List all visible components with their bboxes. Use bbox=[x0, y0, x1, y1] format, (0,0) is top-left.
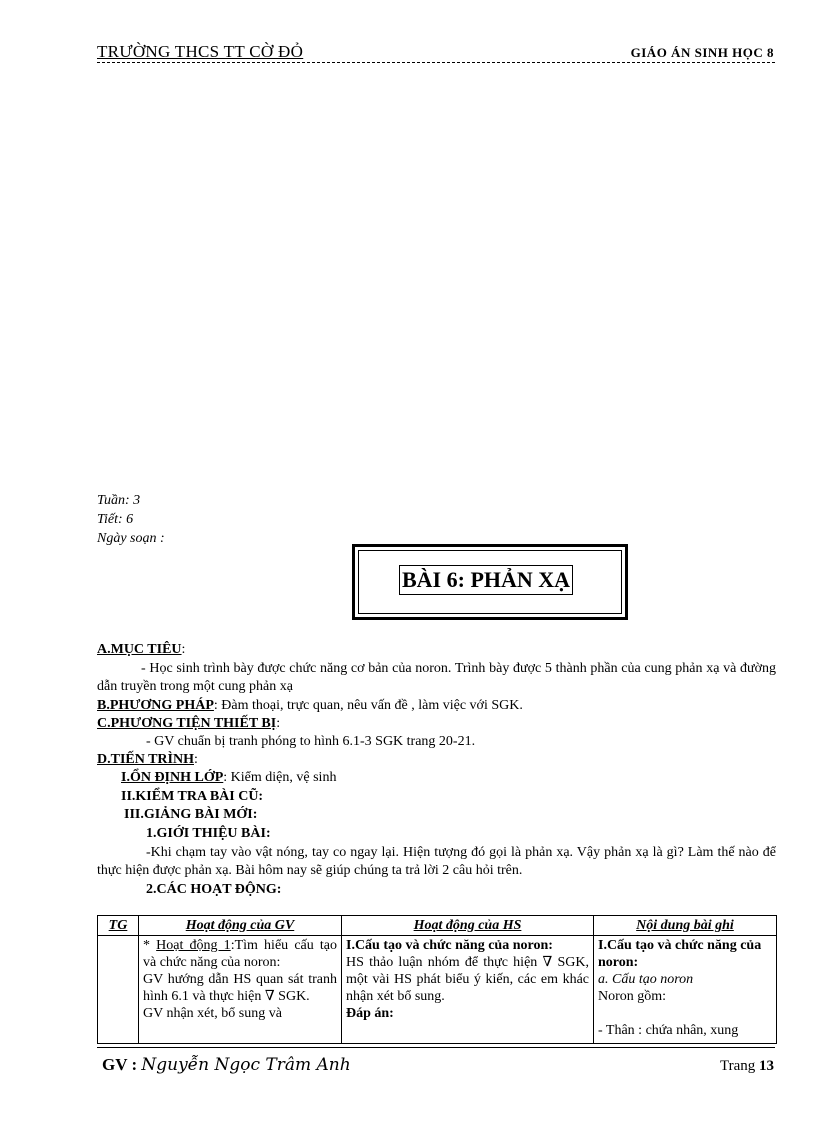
header-gv: Hoạt động của GV bbox=[139, 916, 342, 936]
section-d32-title: 2.CÁC HOẠT ĐỘNG: bbox=[146, 882, 282, 897]
hs-answer-label: Đáp án: bbox=[346, 1006, 394, 1021]
week-label: Tuần: 3 bbox=[97, 493, 141, 508]
footer-rule bbox=[97, 1047, 775, 1048]
hs-text: HS thảo luận nhóm để thực hiện ∇ SGK, một vài HS phát biểu ý kiến, các em khác nhận xét bổ sung. bbox=[346, 955, 589, 1004]
content-subtitle: a. Cấu tạo noron bbox=[598, 972, 694, 987]
content-title: I.Cấu tạo và chức năng của noron: bbox=[598, 938, 762, 970]
section-d-title: D.TIẾN TRÌNH bbox=[97, 752, 194, 767]
lesson-title-box bbox=[352, 544, 628, 620]
cell-gv bbox=[139, 936, 342, 1044]
section-b-title: B.PHƯƠNG PHÁP bbox=[97, 698, 214, 713]
period-label: Tiết: 6 bbox=[97, 512, 134, 527]
table-header-row bbox=[98, 916, 777, 936]
gv-feedback: GV nhận xét, bổ sung và bbox=[143, 1006, 282, 1021]
lesson-title: BÀI 6: PHẢN XẠ bbox=[399, 565, 573, 595]
table-row bbox=[98, 936, 777, 1044]
header-hs: Hoạt động của HS bbox=[342, 916, 594, 936]
footer-teacher-name: Nguyễn Ngọc Trâm Anh bbox=[141, 1055, 351, 1075]
section-a-heading: A.MỤC TIÊU: bbox=[97, 642, 186, 657]
footer-page-number: 13 bbox=[759, 1058, 774, 1074]
gv-star: * bbox=[143, 938, 157, 953]
section-d2-title: II.KIỂM TRA BÀI CŨ: bbox=[121, 789, 264, 804]
cell-hs bbox=[342, 936, 594, 1044]
section-c-heading: C.PHƯƠNG TIỆN THIẾT BỊ: bbox=[97, 716, 281, 731]
cell-tg bbox=[98, 936, 139, 1044]
gv-instruction: GV hướng dẫn HS quan sát tranh hình 6.1 và thực hiện ∇ SGK. bbox=[143, 972, 337, 1004]
gv-activity-text: :Tìm hiểu cấu tạo và chức năng của noron: bbox=[143, 938, 338, 970]
footer-teacher bbox=[102, 1055, 351, 1075]
section-a-text: - Học sinh trình bày được chức năng cơ bản của noron. Trình bày được 5 thành phần của cung phản xạ và đường dẫn truyền trong một cung phản xạ bbox=[97, 661, 776, 694]
section-d1 bbox=[121, 769, 336, 787]
gv-activity-label: Hoạt động 1 bbox=[156, 938, 231, 953]
header-tg: TG bbox=[98, 916, 139, 936]
content-text: Noron gồm: bbox=[598, 989, 667, 1004]
section-d1-text: : Kiểm diện, vệ sinh bbox=[223, 770, 337, 785]
footer-page-label: Trang bbox=[719, 1058, 756, 1074]
subject-name: GIÁO ÁN SINH HỌC 8 bbox=[630, 45, 774, 60]
header-content: Nội dung bài ghi bbox=[594, 916, 777, 936]
activities-table bbox=[97, 915, 777, 1044]
hs-title: I.Cấu tạo và chức năng của noron: bbox=[346, 938, 553, 953]
section-a-title: A.MỤC TIÊU bbox=[97, 642, 182, 657]
footer-gv-label: GV : bbox=[102, 1055, 138, 1074]
section-d-heading: D.TIẾN TRÌNH: bbox=[97, 752, 198, 767]
section-c-title: C.PHƯƠNG TIỆN THIẾT BỊ bbox=[97, 716, 277, 731]
section-c-text: - GV chuẩn bị tranh phóng to hình 6.1-3 SGK trang 20-21. bbox=[146, 734, 476, 749]
date-label: Ngày soạn : bbox=[97, 531, 165, 546]
lesson-title-inner-frame bbox=[358, 550, 622, 614]
content-item: - Thân : chứa nhân, xung bbox=[598, 1023, 739, 1038]
section-b-text: : Đàm thoại, trực quan, nêu vấn đề , làm việc với SGK. bbox=[213, 698, 523, 713]
section-d31-title: 1.GIỚI THIỆU BÀI: bbox=[146, 826, 271, 841]
school-name: TRƯỜNG THCS TT CỜ ĐỎ bbox=[97, 42, 304, 61]
section-d1-title: I.ỔN ĐỊNH LỚP bbox=[121, 770, 224, 785]
cell-content bbox=[594, 936, 777, 1044]
footer-page bbox=[720, 1058, 774, 1075]
section-d31-text: -Khi chạm tay vào vật nóng, tay co ngay lại. Hiện tượng đó gọi là phản xạ. Vậy phản xạ là gì? Làm thế nào để thực hiện được phản xạ. Bài hôm nay sẽ giúp chúng ta trả lời 2 câu hỏi trên. bbox=[97, 845, 776, 878]
section-b bbox=[97, 697, 523, 715]
section-d3-title: III.GIẢNG BÀI MỚI: bbox=[124, 807, 258, 822]
